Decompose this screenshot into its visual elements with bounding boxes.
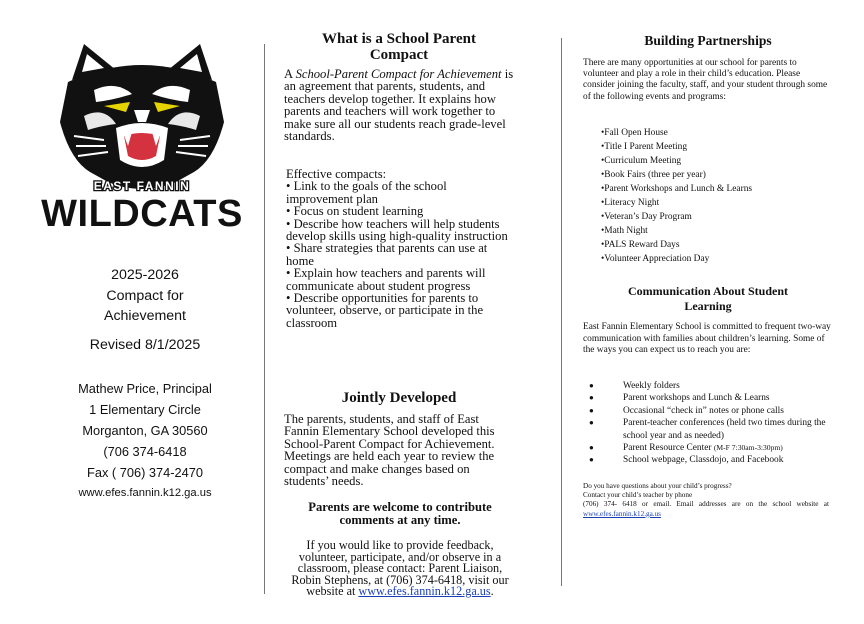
- street-address: 1 Elementary Circle: [89, 402, 201, 417]
- resource-hours: (M-F 7:30am-3:30pm): [713, 443, 783, 453]
- cover-website: www.efes.fannin.k12.ga.us: [78, 487, 212, 499]
- jointly-developed-title: Jointly Developed: [341, 390, 457, 406]
- logo-line-wildcats: WILDCATS: [41, 193, 243, 235]
- effective-label: Effective compacts:: [286, 167, 387, 181]
- compact-title-line1: Compact for: [106, 287, 184, 304]
- partnerships-intro: There are many opportunities at our school for parents to volunteer and play a role in their child’s education. Please consider joining the faculty, staff, and your student through some of the following events and programs:: [583, 58, 828, 102]
- jointly-developed-text: The parents, students, and staff of East Fannin Elementary School developed this School-Parent Compact for Achievement. Meetings are held each year to review the compact and make changes based on students’ needs.: [284, 412, 495, 489]
- effective-compacts: [286, 168, 514, 329]
- partnerships-title: Building Partnerships: [644, 33, 772, 48]
- list-item: ● Weekly folders: [589, 380, 833, 392]
- effective-item: • Link to the goals of the school improvement plan: [286, 179, 447, 206]
- compact-intro: A School-Parent Compact for Achievement is an agreement that parents, students, and teachers develop together. It explains how parents and teachers will work together to make sure all our students reach grade-level standards.: [284, 67, 514, 144]
- list-item: ● School webpage, Classdojo, and Facebook: [589, 454, 833, 466]
- list-item: • Book Fairs (three per year): [601, 168, 833, 182]
- column-divider-right: [561, 38, 562, 586]
- city-state-zip: Morganton, GA 30560: [82, 423, 208, 438]
- effective-item: • Focus on student learning: [286, 204, 424, 219]
- questions-note: Do you have questions about your child’s progress? Contact your child’s teacher by phone (706) 374- 6418 or email. Email addresses are on the school website at www.efes.fannin.k12.ga.us: [583, 482, 829, 518]
- effective-item: • Describe how teachers will help students develop skills using high-quality instruction: [286, 216, 508, 244]
- list-item: • Parent Workshops and Lunch & Learns: [601, 182, 833, 196]
- list-item: • Title I Parent Meeting: [601, 140, 833, 154]
- list-item: • Fall Open House: [601, 126, 833, 140]
- list-item: ● Parent Resource Center (M-F 7:30am-3:30pm): [589, 442, 833, 454]
- feedback-contact: If you would like to provide feedback, volunteer, participate, and/or observe in a classroom, please contact: Parent Liaison, Robin Stephens, at (706) 374-6418, visit our website at www.efes.fannin.k12.ga.us.: [291, 538, 509, 599]
- communication-title: Communication About Student Learning: [627, 284, 789, 313]
- logo-line-east-fannin: EAST FANNIN: [93, 179, 191, 193]
- communication-list: [589, 380, 833, 467]
- list-item: ● Occasional “check in” notes or phone calls: [589, 405, 833, 417]
- list-item: • Volunteer Appreciation Day: [601, 252, 833, 266]
- school-website-link[interactable]: www.efes.fannin.k12.ga.us: [358, 584, 491, 599]
- fax-number: Fax ( 706) 374-2470: [87, 465, 203, 480]
- list-item: • PALS Reward Days: [601, 238, 833, 252]
- website-link[interactable]: www.efes.fannin.k12.ga.us: [583, 509, 661, 518]
- phone-number: (706 374-6418: [103, 444, 187, 459]
- contact-block: [0, 378, 290, 504]
- welcome-note: Parents are welcome to contribute comments at any time.: [308, 500, 492, 527]
- list-item: • Curriculum Meeting: [601, 154, 833, 168]
- communication-intro: East Fannin Elementary School is committed to frequent two-way communication with families about children’s learning. Some of the ways you can expect us to reach you are:: [583, 322, 831, 356]
- list-item: • Literacy Night: [601, 196, 833, 210]
- effective-item: • Describe opportunities for parents to volunteer, observe, or participate in the classroom: [286, 291, 484, 330]
- compact-heading: [0, 265, 290, 327]
- list-item: ● Parent-teacher conferences (held two times during the school year and as needed): [589, 417, 833, 442]
- wildcat-logo: [41, 40, 243, 235]
- revised-date: Revised 8/1/2025: [89, 337, 201, 353]
- compact-title-line2: Achievement: [103, 308, 186, 324]
- events-list: [601, 126, 833, 266]
- school-year: 2025-2026: [111, 267, 179, 283]
- list-item: • Veteran’s Day Program: [601, 210, 833, 224]
- compact-section-title: What is a School Parent Compact: [322, 31, 476, 63]
- list-item: • Math Night: [601, 224, 833, 238]
- effective-item: • Explain how teachers and parents will communicate about student progress: [286, 266, 486, 293]
- list-item: ● Parent workshops and Lunch & Learns: [589, 392, 833, 404]
- principal-name: Mathew Price, Principal: [78, 381, 212, 396]
- effective-item: • Share strategies that parents can use at home: [286, 241, 488, 268]
